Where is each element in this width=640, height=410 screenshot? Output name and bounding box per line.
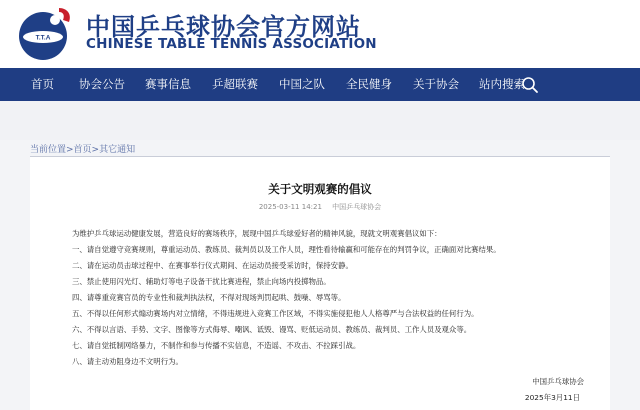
article-date: 2025-03-11 14:21 — [258, 203, 322, 211]
nav-item-home[interactable]: 首页 — [31, 77, 54, 91]
nav-item-super-league[interactable]: 乒超联赛 — [212, 77, 258, 91]
nav-item-about[interactable]: 关于协会 — [413, 77, 459, 91]
article-body — [72, 226, 592, 370]
site-title-en[interactable]: CHINESE TABLE TENNIS ASSOCIATION — [86, 36, 377, 52]
banner-band — [0, 101, 640, 140]
article-sign-date: 2025年3月11日 — [524, 393, 580, 402]
article-paragraph: 二、请在运动员击球过程中、在赛事举行仪式期间、在运动员接受采访时，保持安静。 — [72, 261, 353, 270]
article-paragraph: 七、请自觉抵制网络暴力，不制作和参与传播不实信息，不造谣、不攻击、不拉踩引战。 — [72, 341, 361, 350]
breadcrumb[interactable]: 当前位置>首页>其它通知 — [30, 145, 136, 155]
article-paragraph: 四、请尊重竞赛官员的专业性和裁判执法权，不得对现场判罚起哄、鼓噪、辱骂等。 — [72, 293, 346, 302]
ctta-logo-icon[interactable] — [17, 4, 75, 62]
article-panel — [30, 157, 610, 410]
search-icon[interactable] — [521, 76, 539, 94]
nav-item-announcements[interactable]: 协会公告 — [79, 77, 125, 91]
article-title: 关于文明观赛的倡议 — [268, 182, 372, 196]
nav-item-national-team[interactable]: 中国之队 — [279, 77, 325, 91]
article-meta — [30, 202, 610, 212]
nav-item-site-search[interactable]: 站内搜索 — [479, 77, 525, 91]
article-paragraph: 五、不得以任何形式煽动赛场内对立情绪，不得违规进入竞赛工作区域，不得实施侵犯他人人格尊严与合法权益的任何行为。 — [72, 309, 479, 318]
nav-item-fitness[interactable]: 全民健身 — [346, 77, 392, 91]
site-title-cn[interactable]: 中国乒乓球协会官方网站 — [86, 13, 361, 41]
logo-text: T.T.A — [35, 34, 51, 42]
article-paragraph: 六、不得以言语、手势、文字、图像等方式侮辱、嘲讽、诋毁、谩骂、贬低运动员、教练员、裁判员、工作人员及观众等。 — [72, 325, 472, 334]
article-paragraph: 一、请自觉遵守竞赛规则，尊重运动员、教练员、裁判员以及工作人员，理性看待输赢和可能存在的判罚争议，正确面对比赛结果。 — [72, 245, 501, 254]
main-nav — [0, 68, 640, 101]
nav-item-events[interactable]: 赛事信息 — [145, 77, 191, 91]
article-paragraph: 为维护乒乓球运动健康发展，营造良好的赛场秩序，展现中国乒乓球爱好者的精神风貌，现就文明观赛倡议如下： — [72, 229, 442, 238]
article-source: 中国乒乓球协会 — [332, 203, 382, 211]
article-signature: 中国乒乓球协会 — [532, 377, 584, 386]
article-paragraph: 三、禁止使用闪光灯、辅助灯等电子设备干扰比赛进程，禁止向场内投掷物品。 — [72, 277, 331, 286]
site-header — [0, 0, 640, 68]
article-paragraph: 八、请主动劝阻身边不文明行为。 — [72, 357, 183, 366]
